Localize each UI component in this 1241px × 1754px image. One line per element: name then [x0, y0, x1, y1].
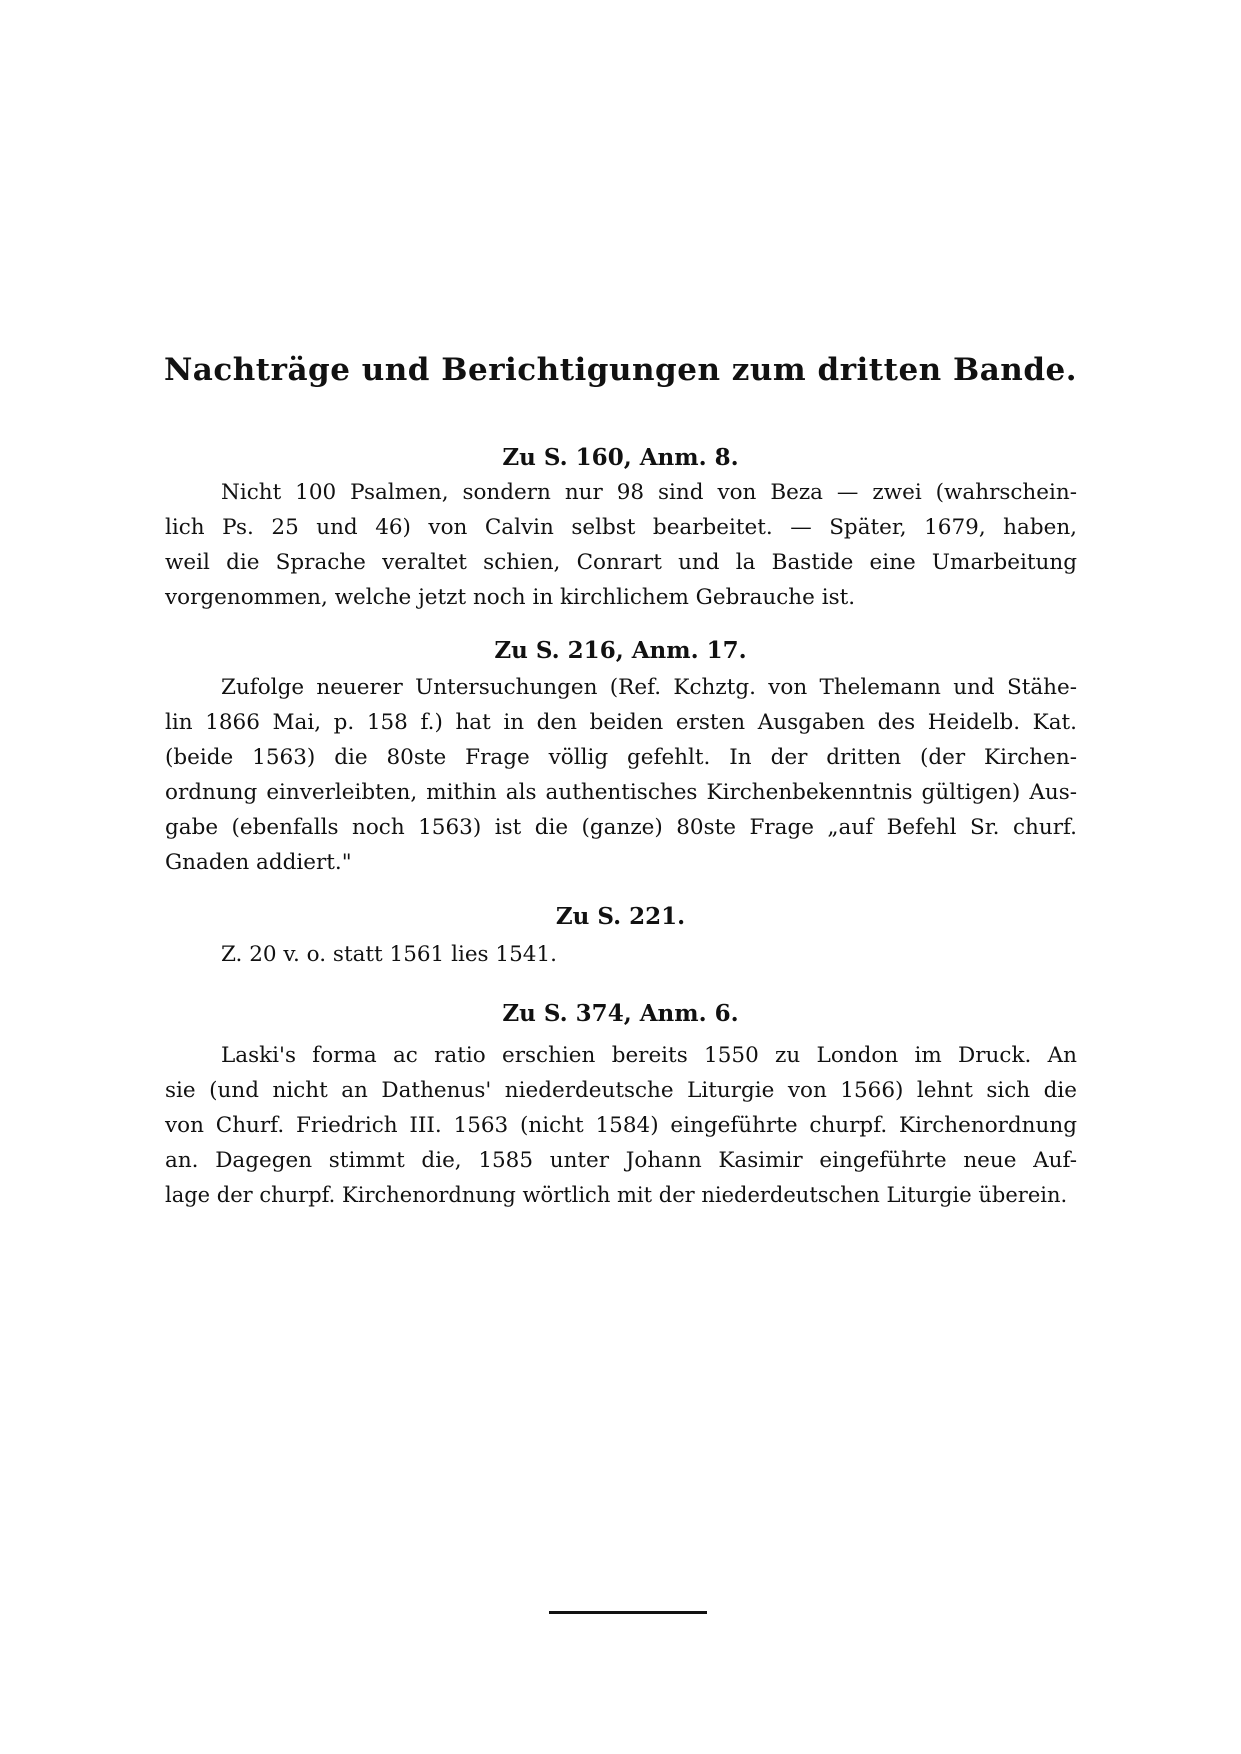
- page-title: Nachträge und Berichtigungen zum dritten Bande.: [163, 352, 1078, 388]
- text-line: lich Ps. 25 und 46) von Calvin selbst bearbeitet. — Später, 1679, haben,: [165, 515, 1077, 540]
- text-line: ordnung einverleibten, mithin als authentisches Kirchenbekenntnis gültigen) Aus-: [165, 780, 1077, 805]
- text-line: weil die Sprache veraltet schien, Conrart und la Bastide eine Umarbeitung: [165, 550, 1077, 575]
- text-line: (beide 1563) die 80ste Frage völlig gefehlt. In der dritten (der Kirchen-: [165, 745, 1077, 770]
- section-paragraph: [165, 670, 1077, 880]
- text-line: von Churf. Friedrich III. 1563 (nicht 1584) eingeführte churpf. Kirchenordnung: [165, 1113, 1077, 1138]
- text-line: lage der churpf. Kirchenordnung wörtlich mit der niederdeutschen Liturgie überein.: [165, 1183, 1068, 1207]
- text-line: lin 1866 Mai, p. 158 f.) hat in den beiden ersten Ausgaben des Heidelb. Kat.: [165, 710, 1077, 735]
- section-paragraph: [165, 475, 1077, 615]
- text-line: Laski's forma ac ratio erschien bereits 1550 zu London im Druck. An: [221, 1043, 1077, 1068]
- text-line: an. Dagegen stimmt die, 1585 unter Johann Kasimir eingeführte neue Auf-: [165, 1148, 1077, 1173]
- closing-rule: [549, 1611, 707, 1614]
- text-line: Gnaden addiert.": [165, 850, 352, 875]
- section-paragraph: [165, 937, 1077, 972]
- text-line: Nicht 100 Psalmen, sondern nur 98 sind von Beza — zwei (wahrschein-: [221, 480, 1077, 505]
- section-heading: Zu S. 160, Anm. 8.: [502, 444, 739, 471]
- text-line: vorgenommen, welche jetzt noch in kirchlichem Gebrauche ist.: [165, 585, 856, 610]
- text-line: Z. 20 v. o. statt 1561 lies 1541.: [221, 942, 557, 967]
- section-paragraph: [165, 1038, 1077, 1213]
- text-line: sie (und nicht an Dathenus' niederdeutsche Liturgie von 1566) lehnt sich die: [165, 1078, 1077, 1103]
- text-line: gabe (ebenfalls noch 1563) ist die (ganze) 80ste Frage „auf Befehl Sr. churf.: [165, 815, 1077, 840]
- section-heading: Zu S. 216, Anm. 17.: [494, 637, 747, 664]
- section-heading: Zu S. 221.: [555, 903, 686, 930]
- text-line: Zufolge neuerer Untersuchungen (Ref. Kchztg. von Thelemann und Stähe-: [221, 675, 1077, 700]
- section-heading: Zu S. 374, Anm. 6.: [502, 1000, 739, 1027]
